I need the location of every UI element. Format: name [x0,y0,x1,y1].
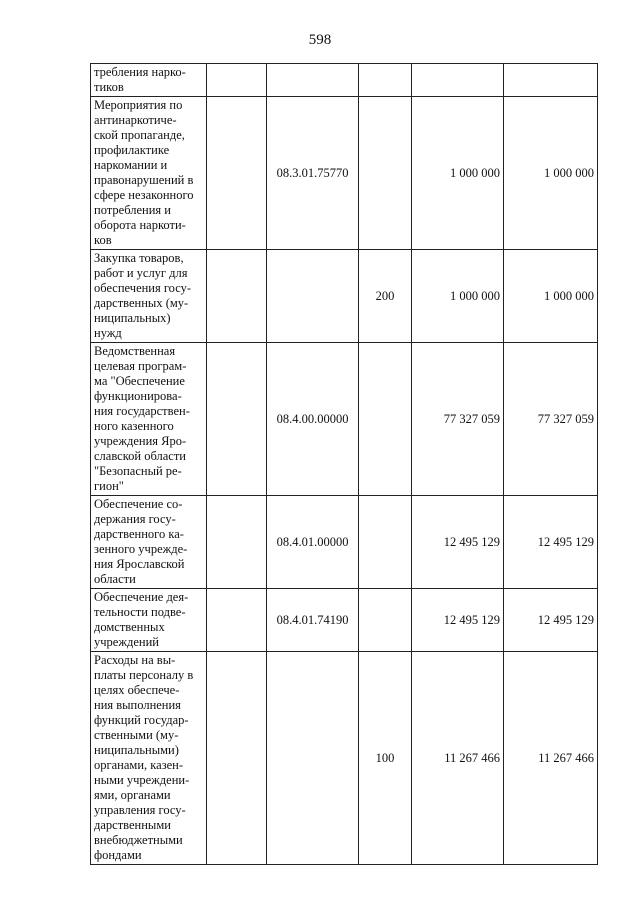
row-type-cell [359,589,412,652]
row-code-cell: 08.4.00.00000 [267,343,359,496]
blank-cell [207,97,267,250]
row-code-cell: 08.3.01.75770 [267,97,359,250]
row-sum-cell: 12 495 129 [412,496,504,589]
row-sum-cell: 12 495 129 [504,589,598,652]
blank-cell [207,250,267,343]
row-name-cell: Закупка товаров, работ и услуг для обеспечения госу- дарственных (му- ниципальных) нужд [91,250,207,343]
table-row [91,343,598,496]
row-sum-cell: 1 000 000 [412,97,504,250]
table-row [91,97,598,250]
blank-cell [207,64,267,97]
table-row [91,64,598,97]
row-sum-cell: 77 327 059 [504,343,598,496]
row-sum-cell: 77 327 059 [412,343,504,496]
row-sum-cell: 12 495 129 [504,496,598,589]
row-sum-cell: 12 495 129 [412,589,504,652]
table-row [91,652,598,865]
row-sum-cell: 11 267 466 [412,652,504,865]
row-code-cell: 08.4.01.00000 [267,496,359,589]
row-sum-cell: 1 000 000 [412,250,504,343]
row-sum-cell [412,64,504,97]
page-number: 598 [308,32,332,48]
row-code-cell: 08.4.01.74190 [267,589,359,652]
table-row [91,589,598,652]
row-type-cell [359,97,412,250]
table-row [91,250,598,343]
blank-cell [207,652,267,865]
row-type-cell [359,496,412,589]
blank-cell [207,589,267,652]
row-sum-cell: 1 000 000 [504,97,598,250]
row-name-cell: Обеспечение дея- тельности подве- домственных учреждений [91,589,207,652]
row-code-cell [267,64,359,97]
row-name-cell: Ведомственная целевая програм- ма "Обеспечение функционирова- ния государствен- ного казенного учреждения Яро- славской области "Безопасный ре- гион" [91,343,207,496]
row-name-cell: требления нарко- тиков [91,64,207,97]
row-code-cell [267,652,359,865]
budget-table [90,63,598,865]
row-sum-cell: 11 267 466 [504,652,598,865]
table-row [91,496,598,589]
row-name-cell: Обеспечение со- держания госу- дарственного ка- зенного учрежде- ния Ярославской области [91,496,207,589]
row-name-cell: Мероприятия по антинаркотиче- ской пропаганде, профилактике наркомании и правонарушений в сфере незаконного потребления и оборота наркоти- ков [91,97,207,250]
row-sum-cell [504,64,598,97]
row-sum-cell: 1 000 000 [504,250,598,343]
blank-cell [207,496,267,589]
row-code-cell [267,250,359,343]
row-type-cell [359,64,412,97]
row-type-cell: 100 [359,652,412,865]
row-name-cell: Расходы на вы- платы персоналу в целях обеспече- ния выполнения функций государ- ственными (му- ниципальными) органами, казен- ными учреждени- ями, органами управления госу- дарственными внебюджетными фондами [91,652,207,865]
row-type-cell: 200 [359,250,412,343]
blank-cell [207,343,267,496]
row-type-cell [359,343,412,496]
